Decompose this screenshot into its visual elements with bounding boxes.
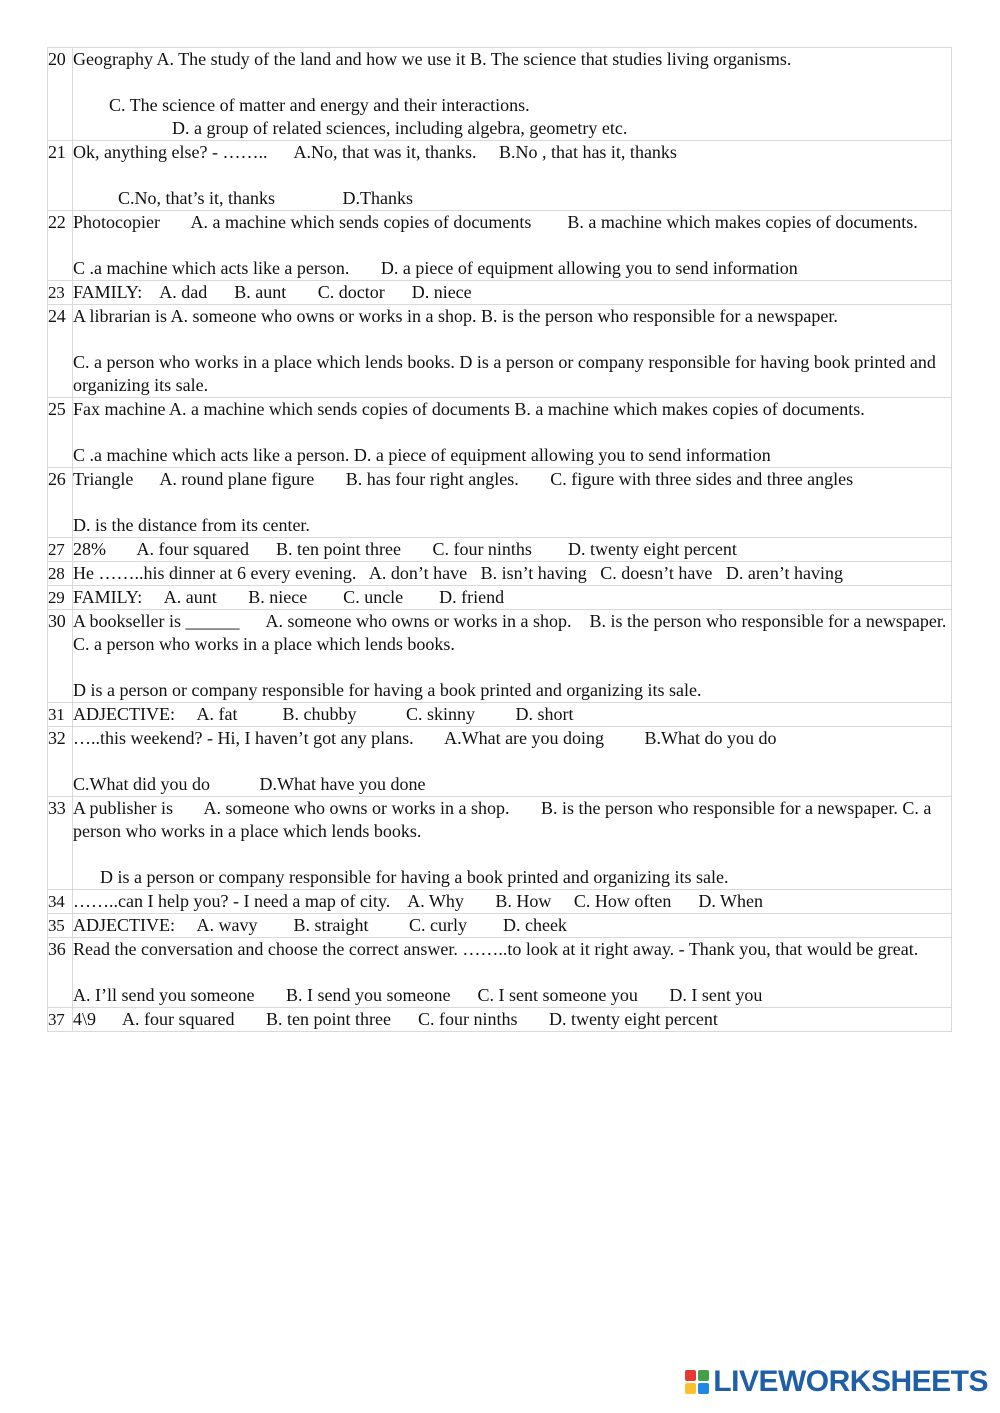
- question-line: Ok, anything else? - …….. A.No, that was it, thanks. B.No , that has it, thanks: [73, 142, 677, 162]
- question-line: C.What did you do D.What have you done: [73, 774, 426, 794]
- question-line: …..this weekend? - Hi, I haven’t got any plans. A.What are you doing B.What do you do: [73, 728, 777, 748]
- question-line: Read the conversation and choose the correct answer. ……..to look at it right away. - Thank you, that would be great.: [73, 939, 919, 959]
- question-number: 26: [48, 468, 73, 538]
- question-row: [48, 1008, 952, 1032]
- question-text: [73, 797, 952, 890]
- question-line: A. I’ll send you someone B. I send you someone C. I sent someone you D. I sent you: [73, 985, 763, 1005]
- question-row: [48, 610, 952, 703]
- logo-square-green: [698, 1370, 709, 1381]
- question-number: 35: [48, 914, 73, 938]
- question-number: 20: [48, 48, 73, 141]
- question-row: [48, 281, 952, 305]
- line-gap: [73, 328, 951, 351]
- question-line: D is a person or company responsible for having a book printed and organizing its sale.: [73, 680, 702, 700]
- question-line: 4\9 A. four squared B. ten point three C. four ninths D. twenty eight percent: [73, 1009, 718, 1029]
- question-line: C. a person who works in a place which lends books. D is a person or company responsible for having book printed and organizing its sale.: [73, 352, 941, 395]
- question-row: [48, 211, 952, 281]
- line-gap: [73, 843, 951, 866]
- question-number: 22: [48, 211, 73, 281]
- question-row: [48, 468, 952, 538]
- question-line: ……..can I help you? - I need a map of city. A. Why B. How C. How often D. When: [73, 891, 764, 911]
- question-text: [73, 281, 952, 305]
- question-row: [48, 938, 952, 1008]
- question-number: 30: [48, 610, 73, 703]
- question-text: [73, 211, 952, 281]
- question-line: Geography A. The study of the land and how we use it B. The science that studies living organisms.: [73, 49, 792, 69]
- question-line: A publisher is A. someone who owns or works in a shop. B. is the person who responsible for a newspaper. C. a person who works in a place which lends books.: [73, 798, 936, 841]
- question-table: [47, 47, 974, 1032]
- question-number: 34: [48, 890, 73, 914]
- question-text: [73, 538, 952, 562]
- question-row: [48, 727, 952, 797]
- question-number: 37: [48, 1008, 73, 1032]
- question-text: [73, 610, 974, 703]
- question-line: Triangle A. round plane figure B. has four right angles. C. figure with three sides and three angles: [73, 469, 854, 489]
- question-number: 23: [48, 281, 73, 305]
- question-row: [48, 141, 952, 211]
- question-line: C .a machine which acts like a person. D. a piece of equipment allowing you to send information: [73, 445, 771, 465]
- question-row: [48, 562, 952, 586]
- question-text: [73, 468, 952, 538]
- question-line: A librarian is A. someone who owns or works in a shop. B. is the person who responsible for a newspaper.: [73, 306, 838, 326]
- question-text: [73, 703, 952, 727]
- question-number: 29: [48, 586, 73, 610]
- question-row: [48, 48, 952, 141]
- question-number: 31: [48, 703, 73, 727]
- question-row: [48, 398, 952, 468]
- question-number: 21: [48, 141, 73, 211]
- line-gap: [73, 656, 951, 679]
- question-line: FAMILY: A. aunt B. niece C. uncle D. friend: [73, 587, 505, 607]
- question-text: [73, 562, 952, 586]
- question-line: 28% A. four squared B. ten point three C. four ninths D. twenty eight percent: [73, 539, 737, 559]
- question-text: [73, 1008, 952, 1032]
- question-number: 24: [48, 305, 73, 398]
- logo-square-red: [685, 1370, 696, 1381]
- question-line: ADJECTIVE: A. wavy B. straight C. curly D. cheek: [73, 915, 567, 935]
- question-line: D is a person or company responsible for having a book printed and organizing its sale.: [73, 867, 729, 887]
- question-row: [48, 797, 952, 890]
- question-text: [73, 141, 952, 211]
- question-text: [73, 398, 952, 468]
- question-number: 32: [48, 727, 73, 797]
- question-row: [48, 703, 952, 727]
- question-line: C. The science of matter and energy and their interactions.: [73, 95, 530, 115]
- question-text: [73, 48, 952, 141]
- logo-square-blue: [698, 1383, 709, 1394]
- question-line: Photocopier A. a machine which sends copies of documents B. a machine which makes copies of documents.: [73, 212, 918, 232]
- question-line: ADJECTIVE: A. fat B. chubby C. skinny D. short: [73, 704, 574, 724]
- footer-logo: [685, 1365, 988, 1399]
- question-line: Fax machine A. a machine which sends copies of documents B. a machine which makes copies of documents.: [73, 399, 865, 419]
- question-row: [48, 305, 952, 398]
- line-gap: [73, 491, 951, 514]
- question-text: [73, 586, 952, 610]
- question-list: [48, 48, 974, 1032]
- question-text: [73, 890, 952, 914]
- question-text: [73, 938, 952, 1008]
- question-line: D. is the distance from its center.: [73, 515, 310, 535]
- line-gap: [73, 750, 951, 773]
- question-row: [48, 914, 952, 938]
- question-text: [73, 727, 952, 797]
- question-line: C .a machine which acts like a person. D. a piece of equipment allowing you to send information: [73, 258, 798, 278]
- brand-name: LIVEWORKSHEETS: [713, 1365, 988, 1398]
- question-text: [73, 914, 952, 938]
- liveworksheets-logo-icon: [685, 1370, 709, 1394]
- question-row: [48, 538, 952, 562]
- line-gap: [73, 421, 951, 444]
- question-number: 36: [48, 938, 73, 1008]
- question-number: 28: [48, 562, 73, 586]
- question-line: FAMILY: A. dad B. aunt C. doctor D. niece: [73, 282, 472, 302]
- question-text: [73, 305, 952, 398]
- question-line: A bookseller is ______ A. someone who owns or works in a shop. B. is the person who responsible for a newspaper. C. a person who works in a place which lends books.: [73, 611, 974, 654]
- question-number: 25: [48, 398, 73, 468]
- question-number: 33: [48, 797, 73, 890]
- line-gap: [73, 961, 951, 984]
- question-row: [48, 586, 952, 610]
- question-number: 27: [48, 538, 73, 562]
- line-gap: [73, 164, 951, 187]
- logo-square-yellow: [685, 1383, 696, 1394]
- question-line: D. a group of related sciences, including algebra, geometry etc.: [73, 118, 628, 138]
- line-gap: [73, 234, 951, 257]
- line-gap: [73, 71, 951, 94]
- question-row: [48, 890, 952, 914]
- question-line: C.No, that’s it, thanks D.Thanks: [73, 188, 413, 208]
- question-line: He ……..his dinner at 6 every evening. A. don’t have B. isn’t having C. doesn’t have D. aren’t having: [73, 563, 844, 583]
